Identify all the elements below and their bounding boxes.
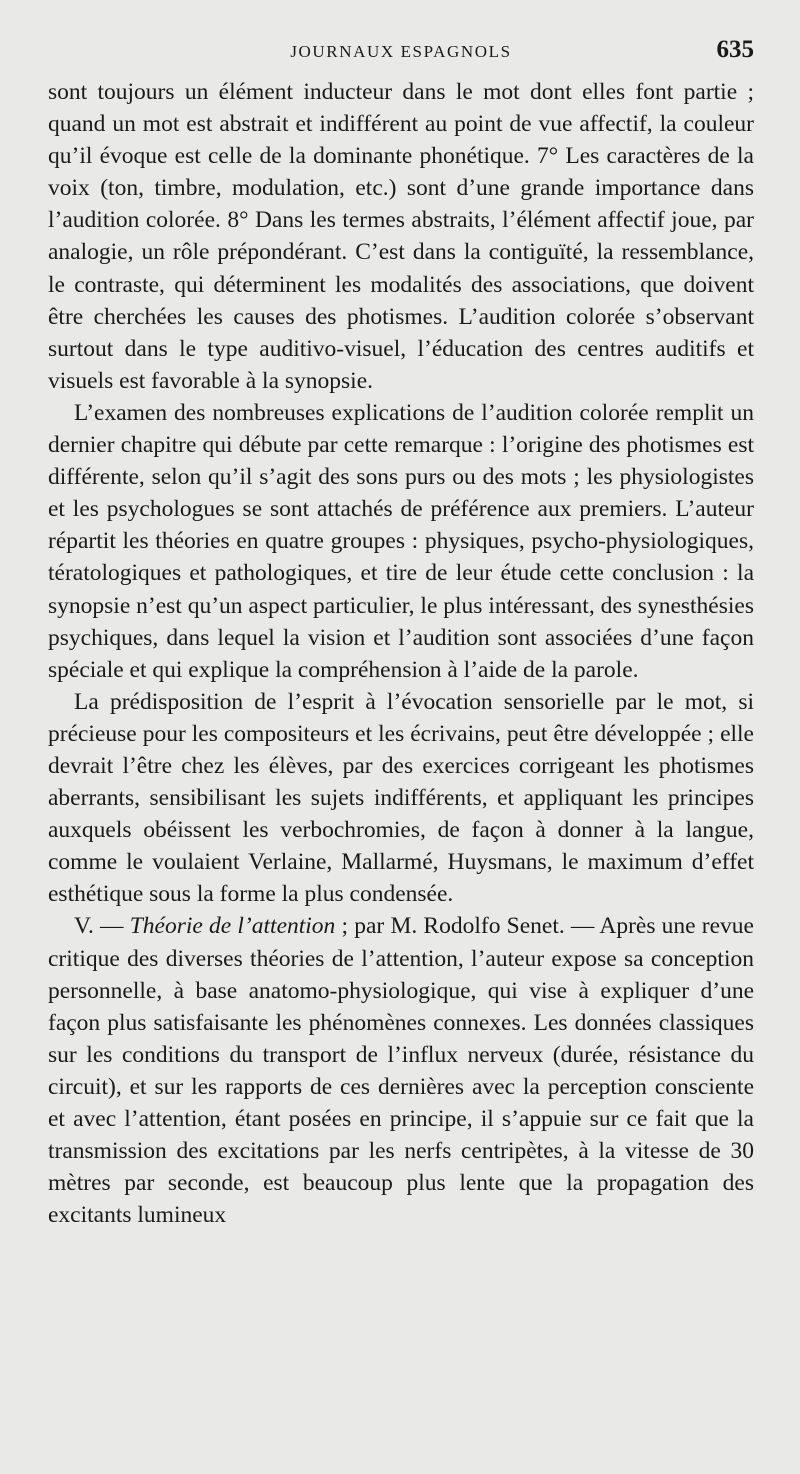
paragraph-predisposition: La prédisposition de l’esprit à l’évocation sensorielle par le mot, si précieuse pour les compositeurs et les écrivains, peut être développée ; elle devrait l’être chez les élèves, par des exercices corrigeant les photismes aberrants, sensibilisant les sujets indifférents, et appliquant les principes auxquels obéissent les verbochromies, de façon à donner à la langue, comme le voulaient Verlaine, Mallarmé, Huysmans, le maximum d’effet esthétique sous la forme la plus condensée. xyxy=(48,688,754,908)
paragraph-explications: L’examen des nombreuses explications de l’audition colorée remplit un dernier chapitre qui débute par cette remarque : l’origine des photismes est différente, selon qu’il s’agit des sons purs ou des mots ; les physiologistes et les psychologues se sont attachés de préférence aux premiers. L’auteur répartit les théories en quatre groupes : physiques, psycho-physiologiques, tératologiques et pathologiques, et tire de leur étude cette conclusion : la synopsie n’est qu’un aspect particulier, le plus intéressant, des synesthésies psychiques, dans lequel la vision et l’audition sont associées d’une façon spéciale et qui explique la compréhension à l’aide de la parole. xyxy=(48,399,754,683)
section-body: Après une revue critique des diverses théories de l’attention, l’auteur expose sa conception personnelle, à base anatomo-physiologique, qui vise à expliquer d’une façon plus satisfaisante les phénomènes connexes. Les données classiques sur les conditions du transport de l’influx nerveux (durée, résistance du circuit), et sur les rapports de ces dernières avec la perception consciente et avec l’attention, étant posées en principe, il s’appuie sur ce fait que la transmission des excitations par les nerfs centripètes, à la vitesse de 30 mètres par seconde, est beaucoup plus lente que la propagation des excitants lumineux xyxy=(48,913,754,1229)
page-header xyxy=(48,36,754,76)
paragraph-section-v xyxy=(48,910,754,1231)
section-author: ; par M. Rodolfo Senet. — xyxy=(335,913,600,940)
running-title: JOURNAUX ESPAGNOLS xyxy=(290,42,512,61)
body-text xyxy=(48,76,754,1231)
section-title: Théorie de l’attention xyxy=(129,913,336,940)
section-lead: V. — xyxy=(74,913,130,940)
page-number: 635 xyxy=(716,36,754,63)
paragraph-continuation: sont toujours un élément inducteur dans le mot dont elles font partie ; quand un mot est abstrait et indifférent au point de vue affectif, la couleur qu’il évoque est celle de la dominante phonétique. 7° Les caractères de la voix (ton, timbre, modulation, etc.) sont d’une grande importance dans l’audition colorée. 8° Dans les termes abstraits, l’élément affectif joue, par analogie, un rôle prépondérant. C’est dans la contiguïté, la ressemblance, le contraste, qui déterminent les modalités des associations, que doivent être cherchées les causes des photismes. L’audition colorée s’observant surtout dans le type auditivo-visuel, l’éducation des centres auditifs et visuels est favorable à la synopsie. xyxy=(48,79,754,394)
